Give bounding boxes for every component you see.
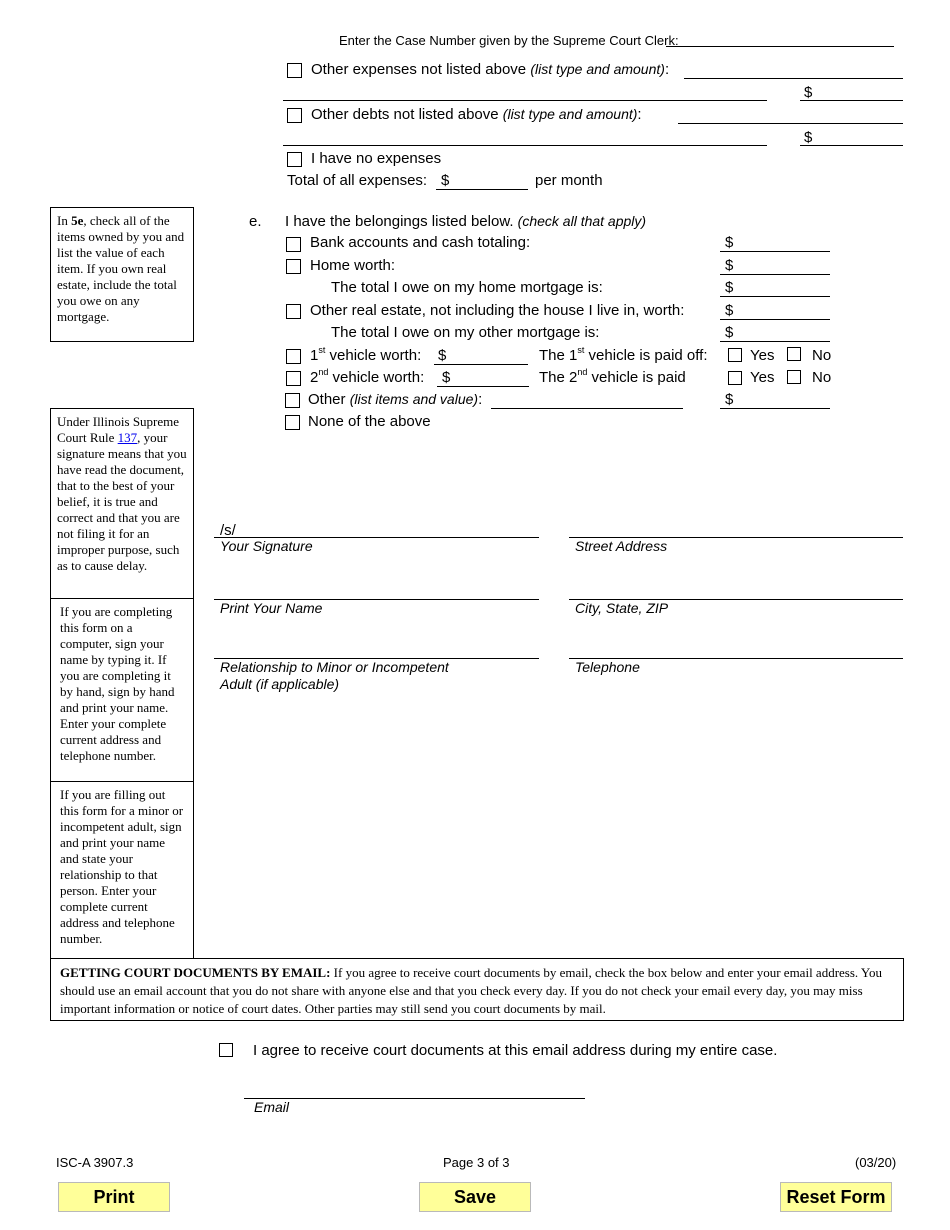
other-belongings-amount[interactable] bbox=[720, 408, 830, 409]
vehicle1-paid-post: vehicle is paid off: bbox=[588, 347, 708, 364]
vehicle1-checkbox[interactable] bbox=[286, 349, 301, 364]
vehicle1-label: vehicle worth: bbox=[329, 347, 422, 364]
your-signature-label: Your Signature bbox=[220, 538, 313, 554]
vehicle1-no-label: No bbox=[812, 347, 832, 364]
note-5e-bold: 5e bbox=[71, 213, 84, 228]
email-notice-heading: GETTING COURT DOCUMENTS BY EMAIL: bbox=[60, 965, 331, 980]
home-mortgage-field[interactable] bbox=[720, 296, 830, 297]
rule-post: , your signature means that you have read the document, that to the best of your belief, it is true and correct and that you are not filing it for an improper purpose, such as to cause delay. bbox=[57, 430, 187, 573]
total-expenses-field[interactable] bbox=[436, 189, 528, 190]
vehicle1-amount-field[interactable] bbox=[434, 364, 528, 365]
other-real-estate-label: Other real estate, not including the house I live in, worth: bbox=[310, 302, 685, 319]
home-checkbox[interactable] bbox=[286, 259, 301, 274]
other-belongings-checkbox[interactable] bbox=[285, 393, 300, 408]
signature-value[interactable]: /s/ bbox=[220, 522, 236, 539]
note-5e-pre: In bbox=[57, 213, 72, 228]
reset-form-button[interactable]: Reset Form bbox=[780, 1182, 892, 1212]
vehicle2-num: 2 bbox=[310, 369, 319, 386]
vehicle1-num: 1 bbox=[310, 347, 319, 364]
other-expenses-field-2[interactable] bbox=[283, 100, 767, 101]
rule-137-link[interactable]: 137 bbox=[117, 430, 138, 445]
belongings-hint: (check all that apply) bbox=[517, 213, 647, 229]
other-debts-amount[interactable] bbox=[800, 145, 903, 146]
sidebar-sign-note bbox=[50, 598, 194, 782]
sidebar-minor-note bbox=[50, 781, 194, 959]
email-field[interactable] bbox=[244, 1098, 585, 1099]
vehicle2-no-label: No bbox=[812, 369, 832, 386]
other-expenses-field[interactable] bbox=[684, 78, 903, 79]
vehicle1-paid-pre: The 1 bbox=[539, 347, 578, 364]
vehicle1-paid-row bbox=[539, 347, 708, 364]
home-label: Home worth: bbox=[310, 257, 396, 274]
rule-pre: Under Illinois Supreme Court Rule bbox=[57, 414, 180, 445]
print-name-label: Print Your Name bbox=[220, 600, 323, 616]
vehicle1-sup: st bbox=[318, 345, 326, 355]
vehicle2-label: vehicle worth: bbox=[332, 369, 425, 386]
vehicle1-yes-label: Yes bbox=[750, 347, 775, 364]
total-expenses-dollar: $ bbox=[441, 172, 450, 189]
vehicle2-paid-row bbox=[539, 369, 686, 386]
none-checkbox[interactable] bbox=[285, 415, 300, 430]
city-state-zip-label: City, State, ZIP bbox=[575, 600, 669, 616]
form-id: ISC-A 3907.3 bbox=[56, 1155, 134, 1170]
vehicle1-yes-checkbox[interactable] bbox=[728, 348, 742, 362]
other-expenses-hint: (list type and amount) bbox=[530, 61, 665, 77]
home-dollar: $ bbox=[725, 257, 734, 274]
vehicle2-amount-field[interactable] bbox=[437, 386, 529, 387]
case-number-field[interactable] bbox=[666, 46, 894, 47]
other-real-estate-dollar: $ bbox=[725, 302, 734, 319]
section-letter-e: e. bbox=[249, 213, 262, 230]
vehicle2-checkbox[interactable] bbox=[286, 371, 301, 386]
home-amount-field[interactable] bbox=[720, 274, 830, 275]
other-belongings-row: Other (list items and value): bbox=[308, 391, 483, 408]
other-expenses-amount[interactable] bbox=[800, 100, 903, 101]
email-agree-checkbox[interactable] bbox=[219, 1043, 233, 1057]
email-label: Email bbox=[254, 1099, 290, 1115]
email-notice-box bbox=[50, 958, 904, 1021]
vehicle2-no-checkbox[interactable] bbox=[787, 370, 801, 384]
other-expenses-label: Other expenses not listed above bbox=[311, 61, 527, 78]
vehicle2-paid-post: vehicle is paid bbox=[591, 369, 686, 386]
vehicle2-paid-pre: The 2 bbox=[539, 369, 578, 386]
other-expenses-checkbox[interactable] bbox=[287, 63, 302, 78]
form-date: (03/20) bbox=[855, 1155, 897, 1170]
vehicle2-dollar: $ bbox=[442, 369, 451, 386]
bank-dollar: $ bbox=[725, 234, 734, 251]
bank-checkbox[interactable] bbox=[286, 237, 301, 252]
vehicle1-label-row bbox=[310, 347, 421, 364]
other-debts-field-2[interactable] bbox=[283, 145, 767, 146]
vehicle1-dollar: $ bbox=[438, 347, 447, 364]
home-mortgage-label: The total I owe on my home mortgage is: bbox=[331, 279, 603, 296]
page-number: Page 3 of 3 bbox=[443, 1155, 510, 1170]
bank-label: Bank accounts and cash totaling: bbox=[310, 234, 531, 251]
sidebar-note-5e bbox=[50, 207, 194, 342]
no-expenses-label: I have no expenses bbox=[311, 150, 442, 167]
vehicle2-yes-label: Yes bbox=[750, 369, 775, 386]
other-belongings-field[interactable] bbox=[491, 408, 683, 409]
street-address-label: Street Address bbox=[575, 538, 668, 554]
other-mortgage-dollar: $ bbox=[725, 324, 734, 341]
vehicle2-sup: nd bbox=[318, 367, 329, 377]
other-expenses-row: Other expenses not listed above (list type and amount): bbox=[311, 61, 670, 78]
other-expenses-dollar: $ bbox=[804, 84, 813, 101]
telephone-label: Telephone bbox=[575, 659, 640, 675]
other-belongings-hint: (list items and value) bbox=[349, 391, 479, 407]
other-debts-field[interactable] bbox=[678, 123, 903, 124]
vehicle1-paid-sup: st bbox=[577, 345, 585, 355]
bank-amount-field[interactable] bbox=[720, 251, 830, 252]
other-debts-label: Other debts not listed above bbox=[311, 106, 499, 123]
other-debts-row: Other debts not listed above (list type and amount): bbox=[311, 106, 642, 123]
belongings-heading: I have the belongings listed below. bbox=[285, 213, 514, 230]
email-agree-label: I agree to receive court documents at this email address during my entire case. bbox=[253, 1042, 778, 1059]
belongings-heading-row bbox=[285, 213, 646, 230]
home-mortgage-dollar: $ bbox=[725, 279, 734, 296]
other-real-estate-checkbox[interactable] bbox=[286, 304, 301, 319]
note-5e-post: , check all of the items owned by you and list the value of each item. If you own real estate, include the total you owe on any mortgage. bbox=[57, 213, 185, 324]
other-belongings-label: Other bbox=[308, 391, 346, 408]
other-mortgage-field[interactable] bbox=[720, 341, 830, 342]
total-expenses-label: Total of all expenses: bbox=[287, 172, 428, 189]
no-expenses-checkbox[interactable] bbox=[287, 152, 302, 167]
relationship-label: Relationship to Minor or Incompetent Adult (if applicable) bbox=[220, 659, 449, 692]
vehicle1-no-checkbox[interactable] bbox=[787, 347, 801, 361]
other-debts-checkbox[interactable] bbox=[287, 108, 302, 123]
save-button[interactable]: Save bbox=[419, 1182, 531, 1212]
vehicle2-yes-checkbox[interactable] bbox=[728, 371, 742, 385]
per-month-label: per month bbox=[535, 172, 603, 189]
vehicle2-paid-sup: nd bbox=[577, 367, 588, 377]
other-mortgage-label: The total I owe on my other mortgage is: bbox=[331, 324, 600, 341]
case-number-label: Enter the Case Number given by the Supreme Court Clerk: bbox=[339, 33, 679, 48]
other-debts-dollar: $ bbox=[804, 129, 813, 146]
none-label: None of the above bbox=[308, 413, 431, 430]
other-belongings-dollar: $ bbox=[725, 391, 734, 408]
print-button[interactable]: Print bbox=[58, 1182, 170, 1212]
sidebar-rule-137 bbox=[50, 408, 194, 599]
email-notice-text: If you agree to receive court documents by email, check the box below and enter your email address. You should use an email account that you do not share with anyone else and that you check every day. If you do not check your email every day, you may miss important information or notice of court dates. Other parties may still send you court documents by mail. bbox=[60, 965, 883, 1016]
minor-note-text: If you are filling out this form for a minor or incompetent adult, sign and print your name and state your relationship to that person. Enter your complete current address and telephone number. bbox=[60, 787, 184, 946]
other-debts-hint: (list type and amount) bbox=[502, 106, 638, 122]
sign-note-text: If you are completing this form on a computer, sign your name by typing it. If you are completing it by hand, sign by hand and print your name. Enter your complete current address and telephone number. bbox=[60, 604, 175, 763]
other-real-estate-field[interactable] bbox=[720, 319, 830, 320]
vehicle2-label-row bbox=[310, 369, 424, 386]
